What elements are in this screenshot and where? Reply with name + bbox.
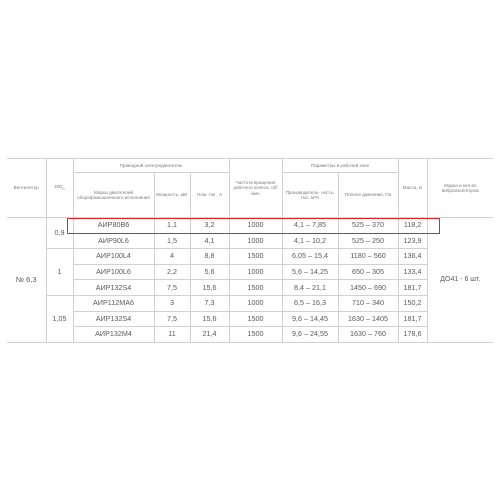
current-cell: 5,6: [190, 264, 229, 280]
power-cell: 7,5: [154, 311, 190, 327]
capacity-cell: 6,5 – 16,3: [282, 295, 338, 311]
rpm-cell: 1000: [229, 264, 282, 280]
current-cell: 15,6: [190, 311, 229, 327]
table-row: [7, 327, 493, 343]
capacity-cell: 5,6 – 14,25: [282, 264, 338, 280]
mass-cell: 118,2: [398, 218, 427, 234]
pressure-cell: 1180 – 560: [338, 249, 398, 265]
dd-group-cell: 0,9: [46, 218, 73, 249]
rpm-cell: 1500: [229, 249, 282, 265]
header-fan: Вентилятор: [7, 159, 46, 218]
dd-group-cell: 1,05: [46, 295, 73, 342]
header-motor-brand: Марка двигателей общепромышленного исполнения: [73, 173, 154, 218]
fan-number-cell: № 6,3: [7, 218, 46, 343]
power-cell: 11: [154, 327, 190, 343]
mass-cell: 181,7: [398, 311, 427, 327]
motor-cell: АИР90L6: [73, 233, 154, 249]
dd-group-cell: 1: [46, 249, 73, 296]
pressure-cell: 1630 – 760: [338, 327, 398, 343]
header-pressure: Полное давление, Па: [338, 173, 398, 218]
header-mass: Масса, кг: [398, 159, 427, 218]
mass-cell: 178,6: [398, 327, 427, 343]
table-row: [7, 295, 493, 311]
capacity-cell: 9,6 – 14,45: [282, 311, 338, 327]
power-cell: 7,5: [154, 280, 190, 296]
mass-cell: 133,4: [398, 264, 427, 280]
rpm-cell: 1000: [229, 218, 282, 234]
rpm-cell: 1500: [229, 327, 282, 343]
header-nom-current: Ном. ток , А: [190, 173, 229, 218]
table-row: [7, 233, 493, 249]
table-row: [7, 249, 493, 265]
rpm-cell: 1000: [229, 295, 282, 311]
motor-cell: АИР80В6: [73, 218, 154, 234]
current-cell: 21,4: [190, 327, 229, 343]
capacity-cell: 6,05 – 15,4: [282, 249, 338, 265]
header-vibro: Марка и кол-во виброизоляторов: [427, 159, 493, 218]
motor-cell: АИР132S4: [73, 311, 154, 327]
pressure-cell: 710 – 340: [338, 295, 398, 311]
pressure-cell: 1450 – 690: [338, 280, 398, 296]
current-cell: 3,2: [190, 218, 229, 234]
current-cell: 4,1: [190, 233, 229, 249]
pressure-cell: 1630 – 1405: [338, 311, 398, 327]
vibro-note-cell: ДО41 - 6 шт.: [427, 218, 493, 343]
header-dd: $D/D_н$: [46, 159, 73, 218]
power-cell: 1,1: [154, 218, 190, 234]
mass-cell: 123,9: [398, 233, 427, 249]
pressure-cell: 650 – 305: [338, 264, 398, 280]
power-cell: 3: [154, 295, 190, 311]
motor-cell: АИР100L4: [73, 249, 154, 265]
capacity-cell: 4,1 – 7,85: [282, 218, 338, 234]
capacity-cell: 4,1 – 10,2: [282, 233, 338, 249]
header-drive-group: Приводной электродвигатель: [73, 159, 229, 173]
table-row: [7, 264, 493, 280]
mass-cell: 136,4: [398, 249, 427, 265]
power-cell: 4: [154, 249, 190, 265]
table-row: [7, 218, 493, 234]
capacity-cell: 9,6 – 24,55: [282, 327, 338, 343]
current-cell: 8,8: [190, 249, 229, 265]
mass-cell: 181,7: [398, 280, 427, 296]
capacity-cell: 8,4 – 21,1: [282, 280, 338, 296]
current-cell: 15,6: [190, 280, 229, 296]
motor-cell: АИР132М4: [73, 327, 154, 343]
rpm-cell: 1500: [229, 311, 282, 327]
mass-cell: 150,2: [398, 295, 427, 311]
motor-cell: АИР132S4: [73, 280, 154, 296]
current-cell: 7,3: [190, 295, 229, 311]
table-row: [7, 280, 493, 296]
motor-cell: АИР112МА6: [73, 295, 154, 311]
pressure-cell: 525 – 370: [338, 218, 398, 234]
table-row: [7, 311, 493, 327]
header-work-zone-group: Параметры в рабочей зоне: [282, 159, 398, 173]
header-power: Мощность, кВт: [154, 173, 190, 218]
motor-cell: АИР100L6: [73, 264, 154, 280]
header-capacity: Производитель- ность, тыс. м³/ч: [282, 173, 338, 218]
rpm-cell: 1500: [229, 280, 282, 296]
power-cell: 2,2: [154, 264, 190, 280]
pressure-cell: 525 – 250: [338, 233, 398, 249]
power-cell: 1,5: [154, 233, 190, 249]
header-rotation: Частота вращения рабочего колеса, об/мин: [229, 159, 282, 218]
rpm-cell: 1000: [229, 233, 282, 249]
fan-spec-table: [7, 158, 493, 343]
